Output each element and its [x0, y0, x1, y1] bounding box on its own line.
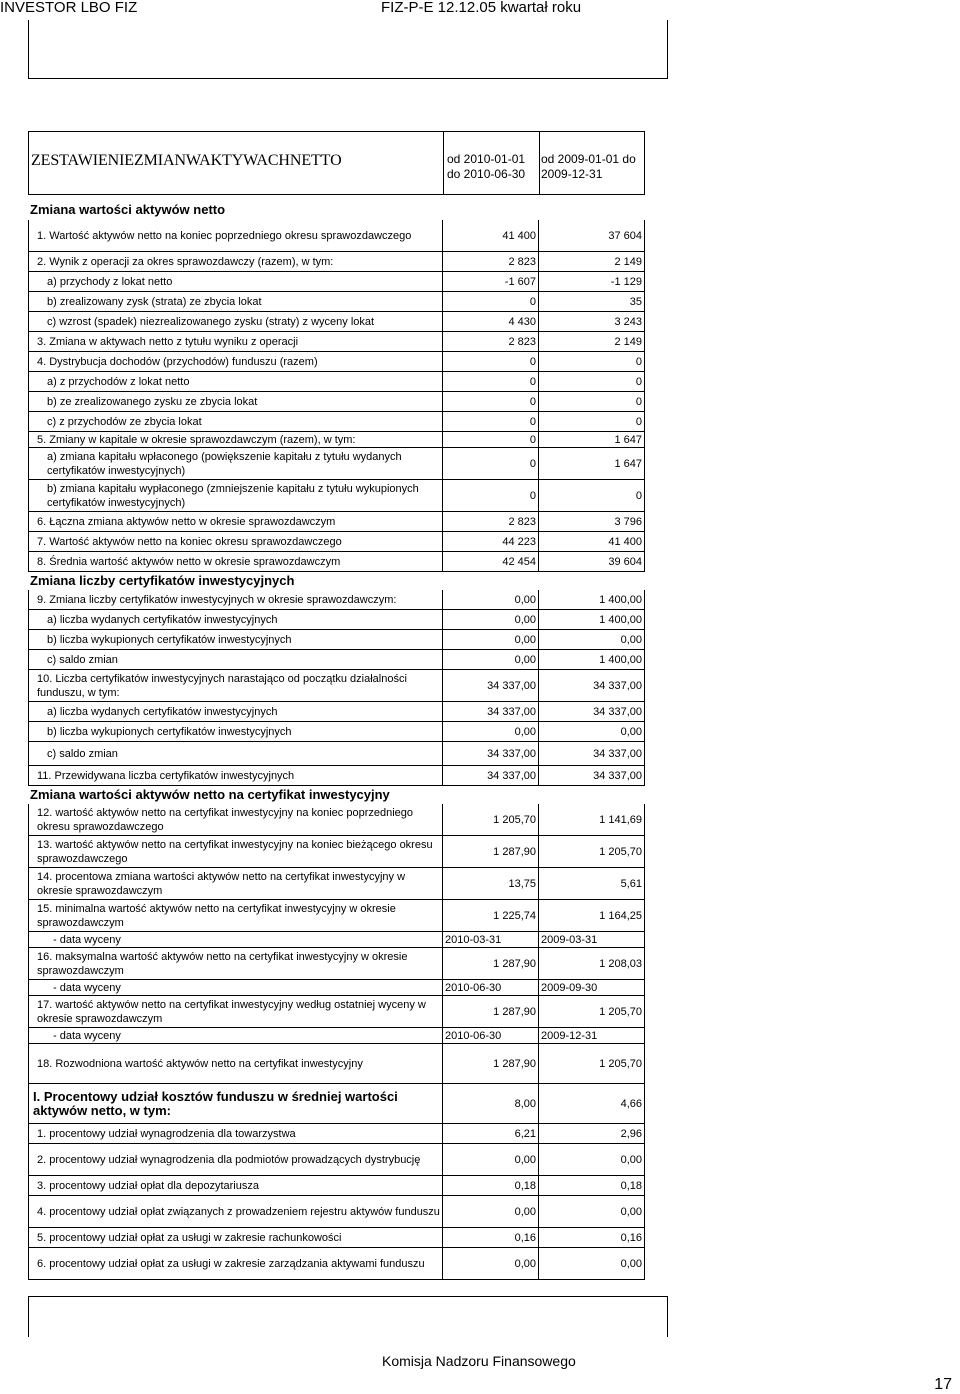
- table-row: [28, 932, 645, 948]
- value-previous-period: 0: [538, 480, 645, 511]
- row-label: 10. Liczba certyfikatów inwestycyjnych narastająco od początku działalności funduszu, w tym:: [37, 672, 407, 699]
- table-row: [28, 836, 645, 868]
- table-row: [28, 220, 645, 252]
- row-label: I. Procentowy udział kosztów funduszu w średniej wartości aktywów netto, w tym:: [33, 1088, 398, 1118]
- value-current-period: 0,00: [442, 650, 538, 669]
- value-previous-period: 1 141,69: [538, 804, 645, 835]
- row-label: a) z przychodów z lokat netto: [47, 375, 190, 388]
- table-row: [28, 1228, 645, 1248]
- value-current-period: 8,00: [442, 1084, 538, 1123]
- row-label: a) zmiana kapitału wpłaconego (powiększenie kapitału z tytułu wydanych certyfikatów inwestycyjnych): [47, 450, 402, 477]
- row-label: 11. Przewidywana liczba certyfikatów inwestycyjnych: [37, 769, 295, 782]
- value-previous-period: 1 647: [538, 448, 645, 479]
- value-previous-period: 0,18: [538, 1176, 645, 1195]
- row-label: 9. Zmiana liczby certyfikatów inwestycyjnych w okresie sprawozdawczym:: [37, 593, 397, 606]
- value-current-period: 0: [442, 480, 538, 511]
- value-previous-period: 0,00: [538, 1196, 645, 1227]
- value-current-period: 2 823: [442, 332, 538, 351]
- table-row: [28, 448, 645, 480]
- value-current-period: 34 337,00: [442, 670, 538, 701]
- value-current-period: 1 287,90: [442, 836, 538, 867]
- row-label: 8. Średnia wartość aktywów netto w okresie sprawozdawczym: [37, 555, 341, 568]
- row-label: 6. Łączna zmiana aktywów netto w okresie sprawozdawczym: [37, 515, 336, 528]
- value-current-period: 0,18: [442, 1176, 538, 1195]
- row-label: b) ze zrealizowanego zysku ze zbycia lokat: [47, 395, 258, 408]
- statement-table: [28, 200, 645, 1280]
- value-current-period: -1 607: [442, 272, 538, 291]
- row-label: a) liczba wydanych certyfikatów inwestycyjnych: [47, 613, 278, 626]
- value-previous-period: 1 400,00: [538, 610, 645, 629]
- value-current-period: 42 454: [442, 552, 538, 571]
- row-label: c) wzrost (spadek) niezrealizowanego zysku (straty) z wyceny lokat: [47, 315, 375, 328]
- value-current-period: 44 223: [442, 532, 538, 551]
- value-previous-period: 2009-12-31: [538, 1028, 645, 1043]
- value-current-period: 2 823: [442, 252, 538, 271]
- row-label: 4. Dystrybucja dochodów (przychodów) funduszu (razem): [37, 355, 318, 368]
- value-current-period: 13,75: [442, 868, 538, 899]
- table-row: [28, 868, 645, 900]
- row-label: 12. wartość aktywów netto na certyfikat inwestycyjny na koniec poprzedniego okresu sprawozdawczego: [37, 806, 414, 833]
- header-fund-name: INVESTOR LBO FIZ: [0, 0, 138, 16]
- table-row: [28, 650, 645, 670]
- value-previous-period: 0: [538, 372, 645, 391]
- value-previous-period: 2,96: [538, 1124, 645, 1143]
- value-previous-period: 0,00: [538, 722, 645, 741]
- table-row: [28, 804, 645, 836]
- statement-title-box: [28, 131, 645, 195]
- row-label: 6. procentowy udział opłat za usługi w zakresie zarządzania aktywami funduszu: [37, 1257, 425, 1270]
- table-row: [28, 352, 645, 372]
- table-row: [28, 1176, 645, 1196]
- row-label: c) saldo zmian: [47, 653, 118, 666]
- row-label: - data wyceny: [53, 1029, 121, 1042]
- table-row: [28, 670, 645, 702]
- table-row: [28, 1124, 645, 1144]
- table-row: [28, 332, 645, 352]
- table-row: [28, 272, 645, 292]
- value-previous-period: 1 164,25: [538, 900, 645, 931]
- row-label: Zmiana wartości aktywów netto: [30, 202, 226, 217]
- value-previous-period: 41 400: [538, 532, 645, 551]
- value-previous-period: 3 243: [538, 312, 645, 331]
- value-previous-period: 34 337,00: [538, 766, 645, 785]
- row-label: Zmiana liczby certyfikatów inwestycyjnych: [30, 573, 295, 588]
- row-label: 16. maksymalna wartość aktywów netto na certyfikat inwestycyjny w okresie sprawozdawczym: [37, 950, 408, 977]
- table-row: [28, 392, 645, 412]
- section-heading-row: [28, 786, 645, 804]
- value-previous-period: 37 604: [538, 220, 645, 251]
- row-label: - data wyceny: [53, 981, 121, 994]
- section-heading-row: [28, 572, 645, 590]
- table-row: [28, 722, 645, 742]
- value-previous-period: 34 337,00: [538, 670, 645, 701]
- row-label: - data wyceny: [53, 933, 121, 946]
- row-label: 18. Rozwodniona wartość aktywów netto na certyfikat inwestycyjny: [37, 1057, 363, 1070]
- row-label: 5. Zmiany w kapitale w okresie sprawozdawczym (razem), w tym:: [37, 433, 356, 446]
- value-current-period: 0: [442, 412, 538, 431]
- value-current-period: 0: [442, 292, 538, 311]
- row-label: 4. procentowy udział opłat związanych z prowadzeniem rejestru aktywów funduszu: [37, 1205, 440, 1218]
- value-previous-period: 2009-03-31: [538, 932, 645, 947]
- value-previous-period: 1 400,00: [538, 590, 645, 609]
- value-current-period: 34 337,00: [442, 766, 538, 785]
- table-row: [28, 630, 645, 650]
- section-heading-row: [28, 200, 645, 220]
- value-previous-period: 35: [538, 292, 645, 311]
- value-current-period: 34 337,00: [442, 742, 538, 765]
- value-current-period: 41 400: [442, 220, 538, 251]
- period-previous: od 2009-01-01 do 2009-12-31: [541, 152, 636, 181]
- table-row: [28, 1044, 645, 1084]
- value-current-period: 2010-06-30: [442, 980, 538, 995]
- value-current-period: 0: [442, 392, 538, 411]
- table-row: [28, 552, 645, 572]
- row-label: 3. procentowy udział opłat dla depozytariusza: [37, 1179, 259, 1192]
- table-row: [28, 590, 645, 610]
- value-current-period: 0,00: [442, 1144, 538, 1175]
- value-previous-period: 0,00: [538, 630, 645, 649]
- table-row: [28, 292, 645, 312]
- row-label: 1. procentowy udział wynagrodzenia dla towarzystwa: [37, 1127, 296, 1140]
- bottom-empty-box: [28, 1296, 668, 1337]
- value-current-period: 1 287,90: [442, 1044, 538, 1083]
- value-current-period: 1 225,74: [442, 900, 538, 931]
- value-previous-period: 34 337,00: [538, 702, 645, 721]
- row-label: 17. wartość aktywów netto na certyfikat inwestycyjny według ostatniej wyceny w okresie sprawozdawczym: [37, 998, 426, 1025]
- value-previous-period: 1 208,03: [538, 948, 645, 979]
- value-current-period: 0,00: [442, 722, 538, 741]
- table-row: [28, 996, 645, 1028]
- footer-authority: Komisja Nadzoru Finansowego: [382, 1353, 576, 1369]
- table-row: [28, 1144, 645, 1176]
- row-label: c) z przychodów ze zbycia lokat: [47, 415, 202, 428]
- value-current-period: 1 205,70: [442, 804, 538, 835]
- value-previous-period: 0: [538, 352, 645, 371]
- value-current-period: 34 337,00: [442, 702, 538, 721]
- row-label: b) zmiana kapitału wypłaconego (zmniejszenie kapitału z tytułu wykupionych certyfikatów inwestycyjnych): [47, 482, 419, 509]
- value-current-period: 0: [442, 352, 538, 371]
- table-row: [28, 532, 645, 552]
- table-row: [28, 1248, 645, 1280]
- row-label: 14. procentowa zmiana wartości aktywów netto na certyfikat inwestycyjny w okresie sprawozdawczym: [37, 870, 406, 897]
- value-previous-period: 34 337,00: [538, 742, 645, 765]
- statement-title: ZESTAWIENIEZMIANWAKTYWACHNETTO: [31, 152, 342, 169]
- row-label: b) liczba wykupionych certyfikatów inwestycyjnych: [47, 633, 292, 646]
- value-current-period: 0,00: [442, 630, 538, 649]
- value-current-period: 1 287,90: [442, 948, 538, 979]
- period-current: od 2010-01-01 do 2010-06-30: [447, 152, 526, 181]
- row-label: a) przychody z lokat netto: [47, 275, 173, 288]
- value-previous-period: 1 647: [538, 432, 645, 447]
- table-row: [28, 372, 645, 392]
- row-label: 1. Wartość aktywów netto na koniec poprzedniego okresu sprawozdawczego: [37, 229, 412, 242]
- value-current-period: 2010-03-31: [442, 932, 538, 947]
- row-label: b) liczba wykupionych certyfikatów inwestycyjnych: [47, 725, 292, 738]
- row-label: 2. procentowy udział wynagrodzenia dla podmiotów prowadzących dystrybucję: [37, 1153, 421, 1166]
- value-previous-period: 1 400,00: [538, 650, 645, 669]
- value-previous-period: 5,61: [538, 868, 645, 899]
- value-previous-period: 0: [538, 412, 645, 431]
- row-label: Zmiana wartości aktywów netto na certyfikat inwestycyjny: [30, 787, 390, 802]
- row-label: 13. wartość aktywów netto na certyfikat inwestycyjny na koniec bieżącego okresu sprawozdawczego: [37, 838, 433, 865]
- table-row: [28, 1028, 645, 1044]
- table-row: [28, 702, 645, 722]
- value-previous-period: 2009-09-30: [538, 980, 645, 995]
- table-row: [28, 610, 645, 630]
- value-current-period: 1 287,90: [442, 996, 538, 1027]
- value-previous-period: 0,00: [538, 1248, 645, 1279]
- row-label: 3. Zmiana w aktywach netto z tytułu wyniku z operacji: [37, 335, 299, 348]
- table-row: [28, 412, 645, 432]
- value-current-period: 0,00: [442, 590, 538, 609]
- value-previous-period: 0,00: [538, 1144, 645, 1175]
- row-label: 5. procentowy udział opłat za usługi w zakresie rachunkowości: [37, 1231, 342, 1244]
- value-current-period: 0,00: [442, 610, 538, 629]
- value-current-period: 0: [442, 448, 538, 479]
- value-previous-period: 2 149: [538, 332, 645, 351]
- table-row: [28, 742, 645, 766]
- table-row: [28, 766, 645, 786]
- value-previous-period: 39 604: [538, 552, 645, 571]
- value-previous-period: 3 796: [538, 512, 645, 531]
- value-previous-period: -1 129: [538, 272, 645, 291]
- row-label: c) saldo zmian: [47, 747, 118, 760]
- table-row: [28, 1196, 645, 1228]
- value-previous-period: 1 205,70: [538, 836, 645, 867]
- table-row: [28, 948, 645, 980]
- top-empty-box: [28, 20, 668, 79]
- row-label: b) zrealizowany zysk (strata) ze zbycia lokat: [47, 295, 262, 308]
- row-label: 7. Wartość aktywów netto na koniec okresu sprawozdawczego: [37, 535, 342, 548]
- table-row: [28, 312, 645, 332]
- value-previous-period: 1 205,70: [538, 996, 645, 1027]
- table-row: [28, 900, 645, 932]
- table-row: [28, 252, 645, 272]
- value-previous-period: 4,66: [538, 1084, 645, 1123]
- value-current-period: 2010-06-30: [442, 1028, 538, 1043]
- row-label: a) liczba wydanych certyfikatów inwestycyjnych: [47, 705, 278, 718]
- table-row: [28, 512, 645, 532]
- value-previous-period: 0: [538, 392, 645, 411]
- value-current-period: 0,00: [442, 1196, 538, 1227]
- value-current-period: 0,00: [442, 1248, 538, 1279]
- row-label: 2. Wynik z operacji za okres sprawozdawczy (razem), w tym:: [37, 255, 334, 268]
- value-current-period: 4 430: [442, 312, 538, 331]
- header-form-code: FIZ-P-E 12.12.05 kwartał roku: [381, 0, 582, 16]
- value-previous-period: 1 205,70: [538, 1044, 645, 1083]
- value-current-period: 0: [442, 432, 538, 447]
- row-label: 15. minimalna wartość aktywów netto na certyfikat inwestycyjny w okresie sprawozdawczym: [37, 902, 396, 929]
- value-current-period: 0: [442, 372, 538, 391]
- value-current-period: 6,21: [442, 1124, 538, 1143]
- table-row: [28, 980, 645, 996]
- value-previous-period: 0,16: [538, 1228, 645, 1247]
- table-row: [28, 1084, 645, 1124]
- page-number: 17: [934, 1376, 952, 1393]
- table-row: [28, 480, 645, 512]
- table-row: [28, 432, 645, 448]
- value-previous-period: 2 149: [538, 252, 645, 271]
- value-current-period: 2 823: [442, 512, 538, 531]
- value-current-period: 0,16: [442, 1228, 538, 1247]
